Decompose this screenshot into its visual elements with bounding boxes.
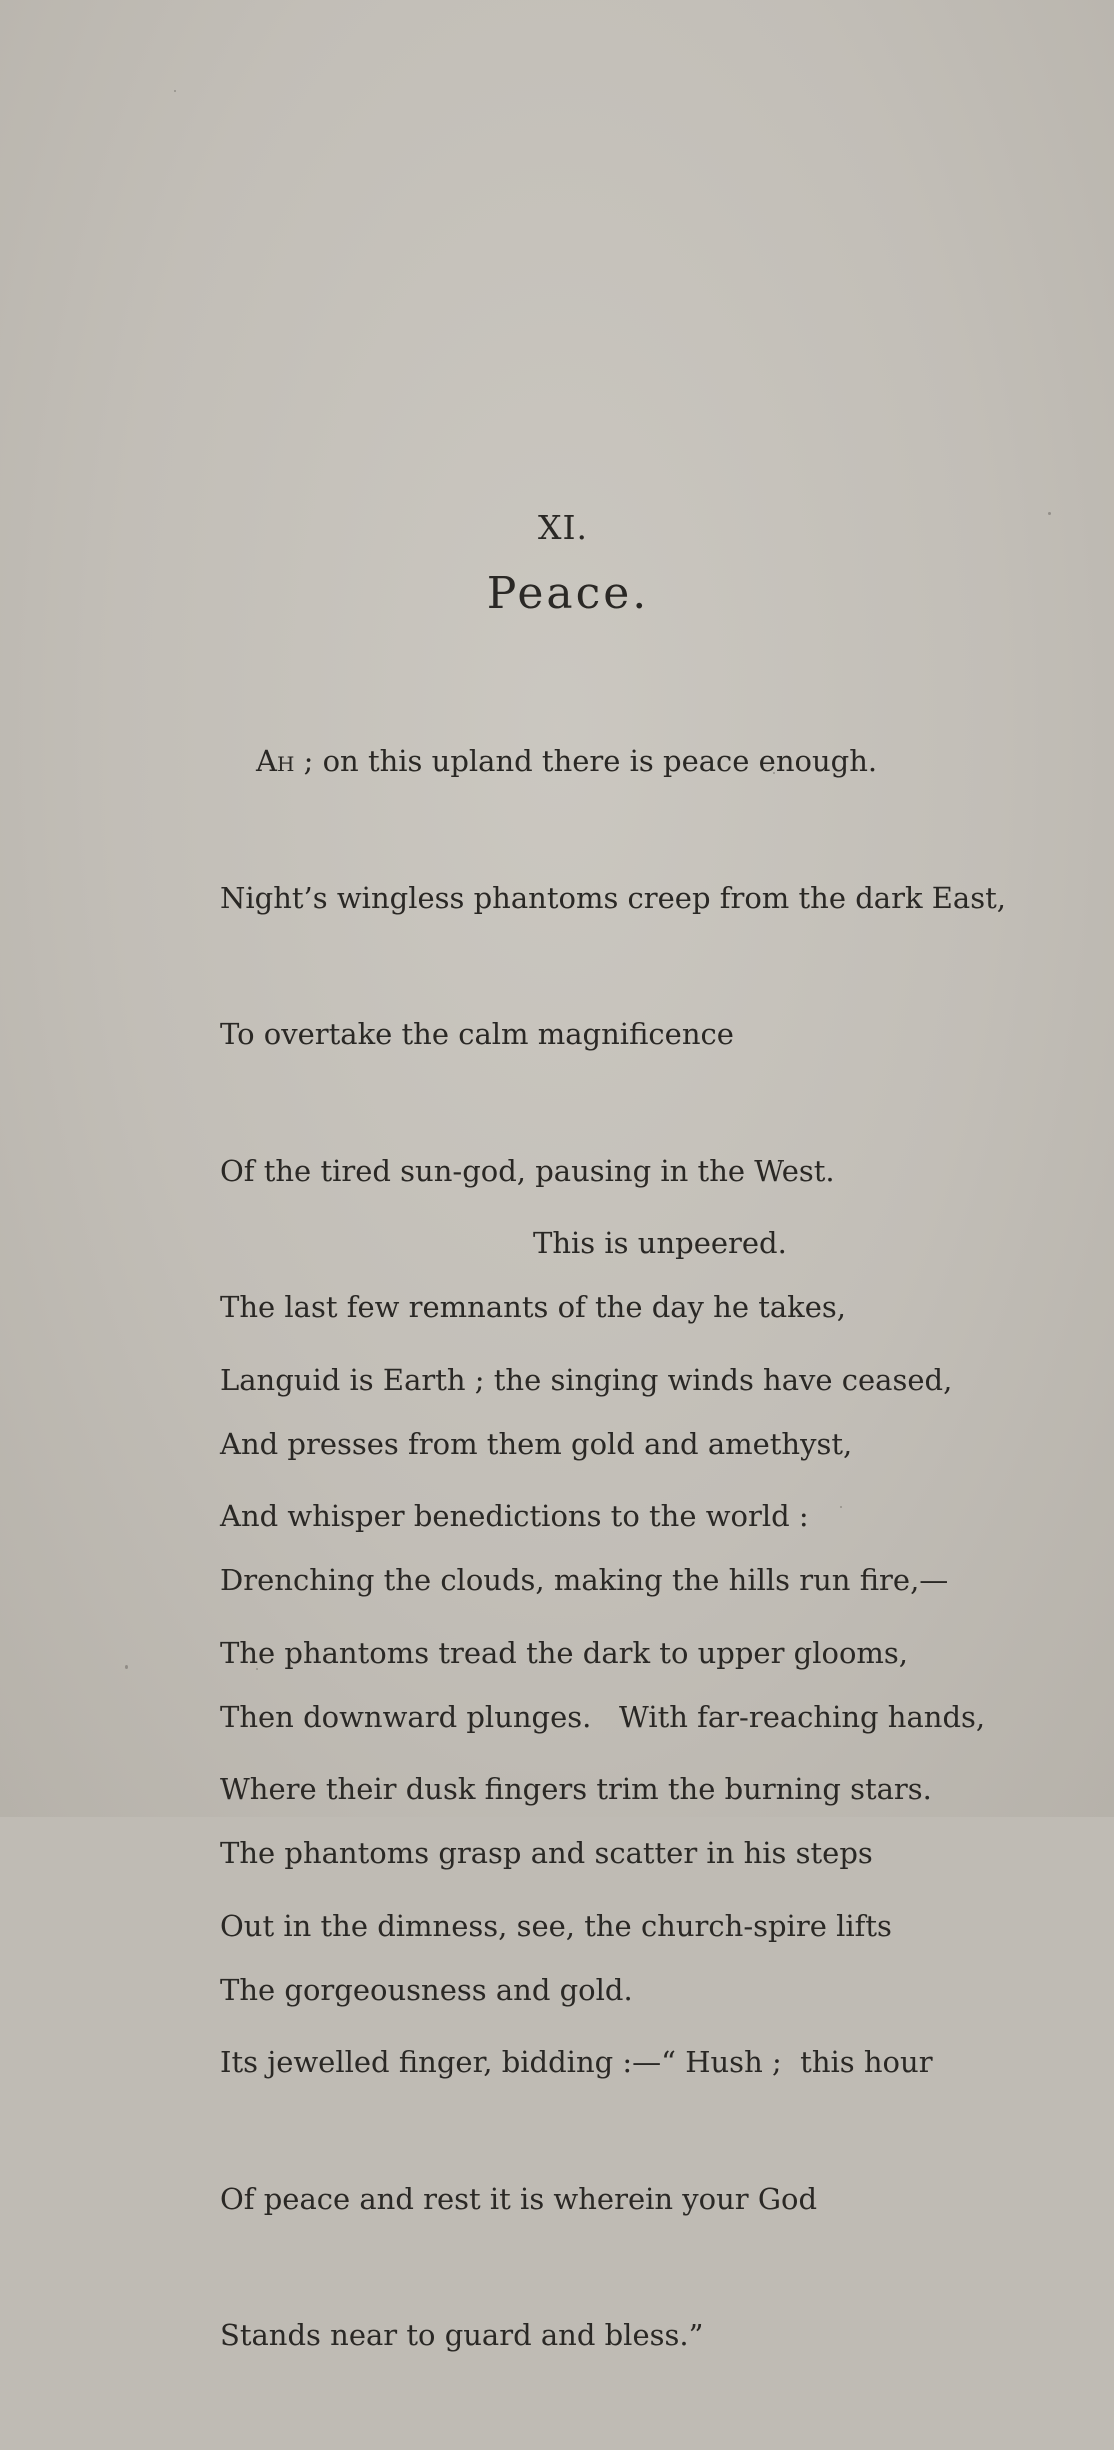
poem-line [220, 739, 1006, 785]
poem-number: XI. [537, 508, 589, 547]
opening-word: Ah [256, 744, 295, 778]
poem-line: This is unpeered. [533, 1226, 787, 1260]
stanza-second [220, 1130, 952, 2450]
poem-line: Then downward plunges. With far-reaching hands, [220, 1699, 986, 1734]
poem-line: Drenching the clouds, making the hills run fire,— [220, 1563, 949, 1597]
poem-line: The last few remnants of the day he takes, [220, 1290, 846, 1324]
poem-line-text: ; on this upland there is peace enough. [294, 744, 878, 778]
poem-line: Night’s wingless phantoms creep from the dark East, [220, 880, 1006, 915]
paper-speck [174, 90, 176, 92]
poem-line: Of the tired sun-god, pausing in the West. [220, 1153, 835, 1188]
poem-line: Where their dusk fingers trim the burning stars. [220, 1772, 932, 1806]
poem-line: And whisper benedictions to the world : [220, 1499, 809, 1533]
poem-line: The phantoms tread the dark to upper glooms, [220, 1635, 909, 1670]
poem-line: The gorgeousness and gold. [220, 1972, 633, 2007]
poem-line: Out in the dimness, see, the church-spire lifts [220, 1908, 892, 1943]
poem-line: Its jewelled finger, bidding :—“ Hush ; this hour [220, 2045, 933, 2079]
poem-title: Peace. [486, 568, 650, 619]
poem-line: Languid is Earth ; the singing winds have ceased, [220, 1362, 953, 1397]
poem-line: Stands near to guard and bless.” [220, 2318, 704, 2352]
poem-line: Of peace and rest it is wherein your God [220, 2181, 818, 2216]
poem-line: To overtake the calm magnificence [220, 1017, 734, 1051]
poem-line: The phantoms grasp and scatter in his steps [220, 1836, 873, 1870]
paper-speck [125, 1665, 128, 1669]
poem-line: And presses from them gold and amethyst, [220, 1426, 853, 1461]
